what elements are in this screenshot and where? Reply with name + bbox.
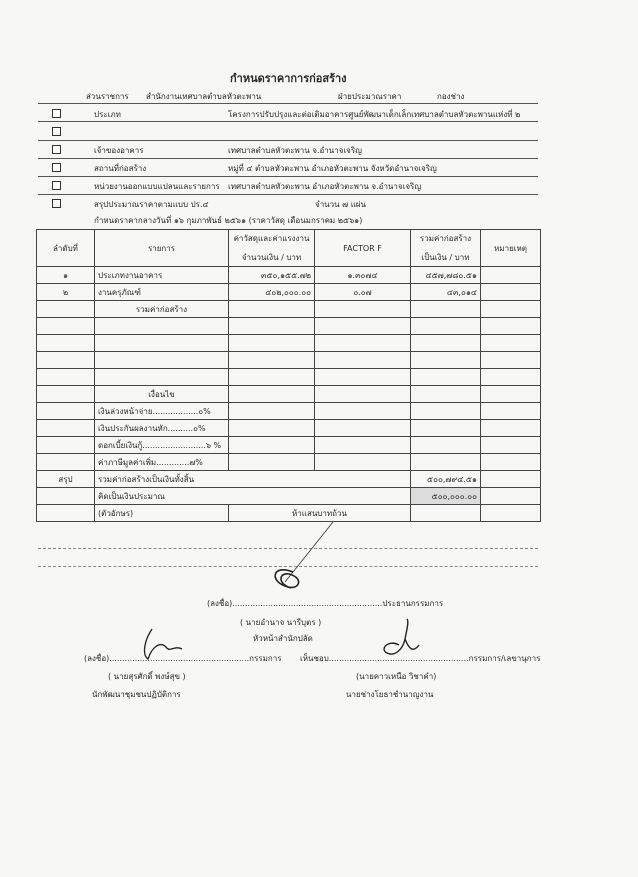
type-value: โครงการปรับปรุงและต่อเติมอาคารศูนย์พัฒนาเด็กเล็กเทศบาลตำบลหัวตะพานแห่งที่ ๒	[228, 110, 521, 119]
text-amount-label: (ตัวอักษร)	[95, 505, 229, 522]
divider	[38, 121, 538, 122]
member-name: ( นายสุรศักดิ์ พงษ์สุข )	[108, 672, 186, 681]
col-no: ลำดับที่	[37, 230, 95, 267]
chair-name: ( นายอำนาจ นารีบุตร )	[240, 618, 322, 627]
divider	[38, 140, 538, 141]
condition-retention: เงินประกันผลงานหัก..........๐%	[95, 420, 229, 437]
chair-signature	[255, 520, 345, 595]
col-item: รายการ	[95, 230, 229, 267]
site-label: สถานที่ก่อสร้าง	[94, 164, 147, 173]
divider	[38, 194, 538, 195]
member-position: นักพัฒนาชุมชนปฏิบัติการ	[92, 690, 181, 699]
checkbox[interactable]	[52, 199, 61, 208]
subtotal-label: รวมค่าก่อสร้าง	[95, 301, 229, 318]
table-row	[37, 369, 541, 386]
chair-signed-line: (ลงชื่อ)...........................................................ประธานกรรมการ	[207, 599, 444, 608]
divider	[38, 103, 538, 104]
condition-row	[37, 454, 541, 471]
type-label: ประเภท	[94, 110, 121, 119]
checkbox[interactable]	[52, 181, 61, 190]
row-item: งานครุภัณฑ์	[95, 284, 229, 301]
row-cost: ๓๕๐,๑๕๕.๗๒	[229, 267, 315, 284]
secretary-signed-line: เห็นชอบ.......................................................กรรมการ/เลขานุการ	[300, 654, 541, 663]
condition-interest: ดอกเบี้ยเงินกู้.........................๖ %	[95, 437, 229, 454]
text-amount-value: ห้าแสนบาทถ้วน	[229, 505, 411, 522]
row-cost: ๔๐๒,๐๐๐.๐๐	[229, 284, 315, 301]
row-note	[481, 284, 541, 301]
secretary-name: (นายคาวเหนือ วิชาคำ)	[356, 672, 437, 681]
col-total-line2: เป็นเงิน / บาท	[421, 253, 470, 262]
price-table	[36, 229, 541, 522]
col-factor: FACTOR F	[315, 230, 411, 267]
conditions-title-row	[37, 386, 541, 403]
designer-value: เทศบาลตำบลหัวตะพาน อำเภอหัวตะพาน จ.อำนาจเจริญ	[228, 182, 422, 191]
text-amount-row	[37, 505, 541, 522]
checkbox[interactable]	[52, 109, 61, 118]
price-date: กำหนดราคากลางวันที่ ๑๖ กุมภาพันธ์ ๒๕๖๑ (ราคาวัสดุ เดือนมกราคม ๒๕๖๑)	[94, 216, 363, 225]
table-row	[37, 284, 541, 301]
divider	[38, 176, 538, 177]
grand-total-label: รวมค่าก่อสร้างเป็นเงินทั้งสิ้น	[95, 471, 411, 488]
condition-advance: เงินล่วงหน้าจ่าย..................๐%	[95, 403, 229, 420]
divider	[38, 158, 538, 159]
condition-row	[37, 403, 541, 420]
table-row	[37, 267, 541, 284]
col-total	[411, 230, 481, 267]
row-no: ๑	[37, 267, 95, 284]
estimate-row	[37, 488, 541, 505]
row-item: ประเภทงานอาคาร	[95, 267, 229, 284]
checkbox[interactable]	[52, 127, 61, 136]
page-title: กำหนดราคาการก่อสร้าง	[230, 72, 347, 85]
owner-label: เจ้าของอาคาร	[94, 146, 144, 155]
col-note: หมายเหตุ	[481, 230, 541, 267]
checkbox[interactable]	[52, 163, 61, 172]
col-cost	[229, 230, 315, 267]
condition-row	[37, 420, 541, 437]
col-cost-line2: จำนวนเงิน / บาท	[241, 253, 302, 262]
row-no: ๒	[37, 284, 95, 301]
member-signed-line: (ลงชื่อ).......................................................กรรมการ	[84, 654, 282, 663]
grand-total-row	[37, 471, 541, 488]
estimate-label: คิดเป็นเงินประมาณ	[95, 488, 411, 505]
grand-total-value: ๕๐๐,๗๙๔.๕๑	[411, 471, 481, 488]
checkbox[interactable]	[52, 145, 61, 154]
row-total: ๔๕๗,๗๘๐.๕๑	[411, 267, 481, 284]
estimate-value: ๕๐๐,๐๐๐.๐๐	[411, 488, 481, 505]
row-factor: ๐.๐๗	[315, 284, 411, 301]
agency-name: สำนักงานเทศบาลตำบลหัวตะพาน	[146, 92, 262, 101]
sheet-count: จำนวน ๗ แผ่น	[315, 200, 367, 209]
table-row	[37, 318, 541, 335]
table-row	[37, 352, 541, 369]
row-factor: ๑.๓๐๗๔	[315, 267, 411, 284]
owner-value: เทศบาลตำบลหัวตะพาน จ.อำนาจเจริญ	[228, 146, 362, 155]
summary-label: สรุป	[37, 471, 95, 488]
condition-row	[37, 437, 541, 454]
table-header-row	[37, 230, 541, 267]
col-total-line1: รวมค่าก่อสร้าง	[419, 234, 472, 243]
designer-label: หน่วยงานออกแบบแปลนและรายการ	[94, 182, 220, 191]
department-name: กองช่าง	[437, 92, 465, 101]
subtotal-row	[37, 301, 541, 318]
row-total: ๔๓,๐๑๔	[411, 284, 481, 301]
agency-label: ส่วนราชการ	[86, 92, 129, 101]
col-cost-line1: ค่าวัสดุและค่าแรงงาน	[233, 234, 310, 243]
division-name: ฝ่ายประมาณราคา	[338, 92, 402, 101]
site-value: หมู่ที่ ๔ ตำบลหัวตะพาน อำเภอหัวตะพาน จังหวัดอำนาจเจริญ	[228, 164, 437, 173]
condition-vat: ค่าภาษีมูลค่าเพิ่ม.............๗%	[95, 454, 229, 471]
secretary-position: นายช่างโยธาชำนาญงาน	[346, 690, 434, 699]
summary-label: สรุปประมาณราคาตามแบบ ปร.๔	[94, 200, 209, 209]
conditions-title: เงื่อนไข	[95, 386, 229, 403]
row-note	[481, 267, 541, 284]
chair-position: หัวหน้าสำนักปลัด	[253, 634, 313, 643]
table-row	[37, 335, 541, 352]
